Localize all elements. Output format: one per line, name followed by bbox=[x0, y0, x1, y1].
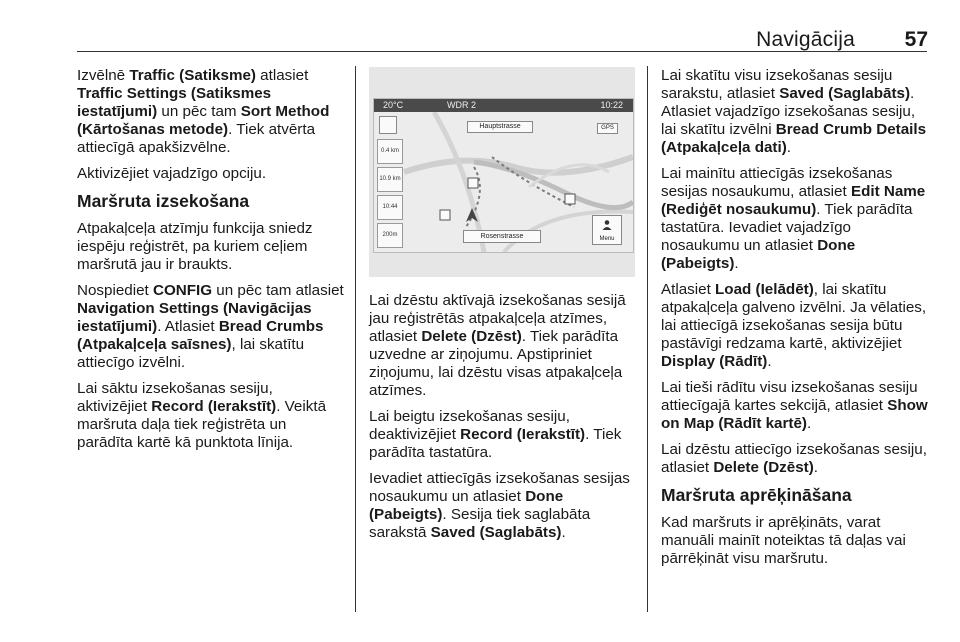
distance-remaining: 10.9 km bbox=[377, 167, 403, 192]
text: Lai sāktu izsekošanas sesiju, aktivizējiet bbox=[77, 380, 273, 415]
menu-term: Display (Rādīt) bbox=[661, 353, 768, 370]
text: . bbox=[806, 415, 812, 432]
text: Nospiediet bbox=[77, 282, 153, 299]
menu-term: Show on Map (Rādīt kartē) bbox=[661, 397, 928, 432]
street-name-bottom: Rosenstrasse bbox=[463, 230, 541, 243]
header-rule bbox=[77, 51, 927, 52]
navigation-screen-figure bbox=[369, 67, 635, 277]
paragraph bbox=[77, 380, 345, 452]
paragraph bbox=[369, 408, 635, 462]
menu-term: Sort Method (Kārtošanas metode) bbox=[77, 103, 330, 138]
radio-station: WDR 2 bbox=[447, 100, 476, 110]
text: . Tiek atvērta attiecīgā apakšizvēlne. bbox=[77, 121, 316, 156]
menu-term: Traffic (Satiksme) bbox=[129, 67, 256, 84]
menu-term: Delete (Dzēst) bbox=[713, 459, 814, 476]
map-scale: 200m bbox=[377, 223, 403, 248]
text: un pēc tam atlasiet bbox=[212, 282, 344, 299]
menu-term: Bread Crumbs (Atpakaļceļa saīsnes) bbox=[77, 318, 324, 353]
text: . Tiek parādīta tastatūra. Ievadiet vajadzīgo nosaukumu un atlasiet bbox=[661, 201, 913, 254]
menu-term: Saved (Saglabāts) bbox=[430, 524, 562, 541]
clock: 10:22 bbox=[600, 100, 623, 110]
compass-button[interactable] bbox=[379, 116, 397, 134]
text: Lai dzēstu attiecīgo izsekošanas sesiju, atlasiet bbox=[661, 441, 927, 476]
paragraph bbox=[369, 470, 635, 542]
menu-term: Bread Crumb Details (Atpakaļceļa dati) bbox=[661, 121, 927, 156]
menu-term: CONFIG bbox=[152, 282, 213, 299]
menu-term: Done (Pabeigts) bbox=[369, 488, 564, 523]
text: Ievadiet attiecīgās izsekošanas sesijas nosaukumu un atlasiet bbox=[369, 470, 630, 505]
text: Izvēlnē bbox=[77, 67, 130, 84]
text: atlasiet bbox=[255, 67, 309, 84]
text: Atlasiet bbox=[661, 281, 716, 298]
text: Lai tieši rādītu visu izsekošanas sesiju attiecīgajā kartes sekcijā, atlasiet bbox=[661, 379, 918, 414]
paragraph bbox=[661, 281, 933, 371]
text: Lai skatītu visu izsekošanas sesiju sarakstu, atlasiet bbox=[661, 67, 893, 102]
text: . Atlasiet vajadzīgo izsekošanas sesiju, lai skatītu izvēlni bbox=[661, 85, 916, 138]
section-heading: Maršruta izsekošana bbox=[77, 191, 250, 211]
column-divider-right bbox=[647, 66, 648, 612]
paragraph bbox=[369, 292, 635, 400]
menu-term: Delete (Dzēst) bbox=[421, 328, 522, 345]
text: . bbox=[786, 139, 791, 156]
distance-to-turn: 0.4 km bbox=[377, 139, 403, 164]
column-divider-left bbox=[355, 66, 356, 612]
temperature-readout: 20°C bbox=[383, 100, 404, 110]
person-icon bbox=[601, 219, 613, 231]
paragraph: Atpakaļceļa atzīmju funkcija sniedz iespēju reģistrēt, pa kuriem ceļiem maršrutā jau ir braukts. bbox=[77, 220, 313, 273]
street-name-top: Hauptstrasse bbox=[467, 121, 533, 133]
text: . Tiek parādīta tastatūra. bbox=[369, 426, 622, 461]
menu-button[interactable] bbox=[592, 215, 622, 245]
text: Lai dzēstu aktīvajā izsekošanas sesijā jau reģistrētās atpakaļceļa atzīmes, atlasiet bbox=[369, 292, 626, 345]
section-heading: Maršruta aprēķināšana bbox=[661, 485, 852, 505]
text: . bbox=[767, 353, 772, 370]
infotainment-screen bbox=[373, 98, 634, 253]
column-1 bbox=[77, 67, 345, 460]
paragraph bbox=[661, 165, 933, 273]
menu-term: Load (Ielādēt) bbox=[715, 281, 814, 298]
menu-term: Record (Ierakstīt) bbox=[460, 426, 586, 443]
paragraph bbox=[77, 67, 345, 157]
gps-button[interactable]: GPS bbox=[597, 123, 618, 134]
text: Lai beigtu izsekošanas sesiju, deaktivizējiet bbox=[369, 408, 570, 443]
text: . Sesija tiek saglabāta sarakstā bbox=[369, 506, 591, 541]
menu-term: Navigation Settings (Navigācijas iestatījumi) bbox=[77, 300, 312, 335]
text: , lai skatītu atpakaļceļa galveno izvēlni. Ja vēlaties, lai attiecīgā izsekošanas sesija būtu pastāvīgi redzama kartē, aktivizējiet bbox=[661, 281, 927, 352]
menu-term: Edit Name (Rediģēt nosaukumu) bbox=[661, 183, 926, 218]
text: Lai mainītu attiecīgās izsekošanas sesijas nosaukumu, atlasiet bbox=[661, 165, 893, 200]
arrival-time: 10:44 bbox=[377, 195, 403, 220]
menu-term: Record (Ierakstīt) bbox=[151, 398, 277, 415]
text: . Atlasiet bbox=[157, 318, 219, 335]
menu-term: Done (Pabeigts) bbox=[661, 237, 856, 272]
paragraph bbox=[661, 379, 933, 433]
column-3 bbox=[661, 67, 933, 576]
text: . bbox=[734, 255, 739, 272]
page-header-title: Navigācija bbox=[756, 28, 855, 51]
paragraph bbox=[661, 67, 933, 157]
text: . Tiek parādīta uzvedne ar ziņojumu. Apstipriniet ziņojumu, lai dzēstu visas atpakaļceļa atzīmes. bbox=[369, 328, 623, 399]
page-number: 57 bbox=[904, 28, 928, 51]
menu-term: Saved (Saglabāts) bbox=[779, 85, 911, 102]
text: un pēc tam bbox=[157, 103, 241, 120]
column-2 bbox=[369, 292, 635, 550]
paragraph: Aktivizējiet vajadzīgo opciju. bbox=[77, 165, 267, 182]
text: , lai skatītu attiecīgo izvēlni. bbox=[77, 336, 305, 371]
text: . Veiktā maršruta daļa tiek reģistrēta un parādīta kartē kā punktota līnija. bbox=[77, 398, 327, 451]
map-side-panel bbox=[377, 139, 403, 245]
paragraph bbox=[77, 282, 345, 372]
status-bar bbox=[374, 99, 633, 112]
text: . bbox=[561, 524, 566, 541]
paragraph bbox=[661, 441, 933, 477]
paragraph: Kad maršruts ir aprēķināts, varat manuāli mainīt noteiktas tā daļas vai pārrēķināt visu maršrutu. bbox=[661, 514, 906, 567]
text: . bbox=[813, 459, 819, 476]
menu-button-label: Menu bbox=[599, 236, 615, 242]
menu-term: Traffic Settings (Satiksmes iestatījumi) bbox=[77, 85, 272, 120]
